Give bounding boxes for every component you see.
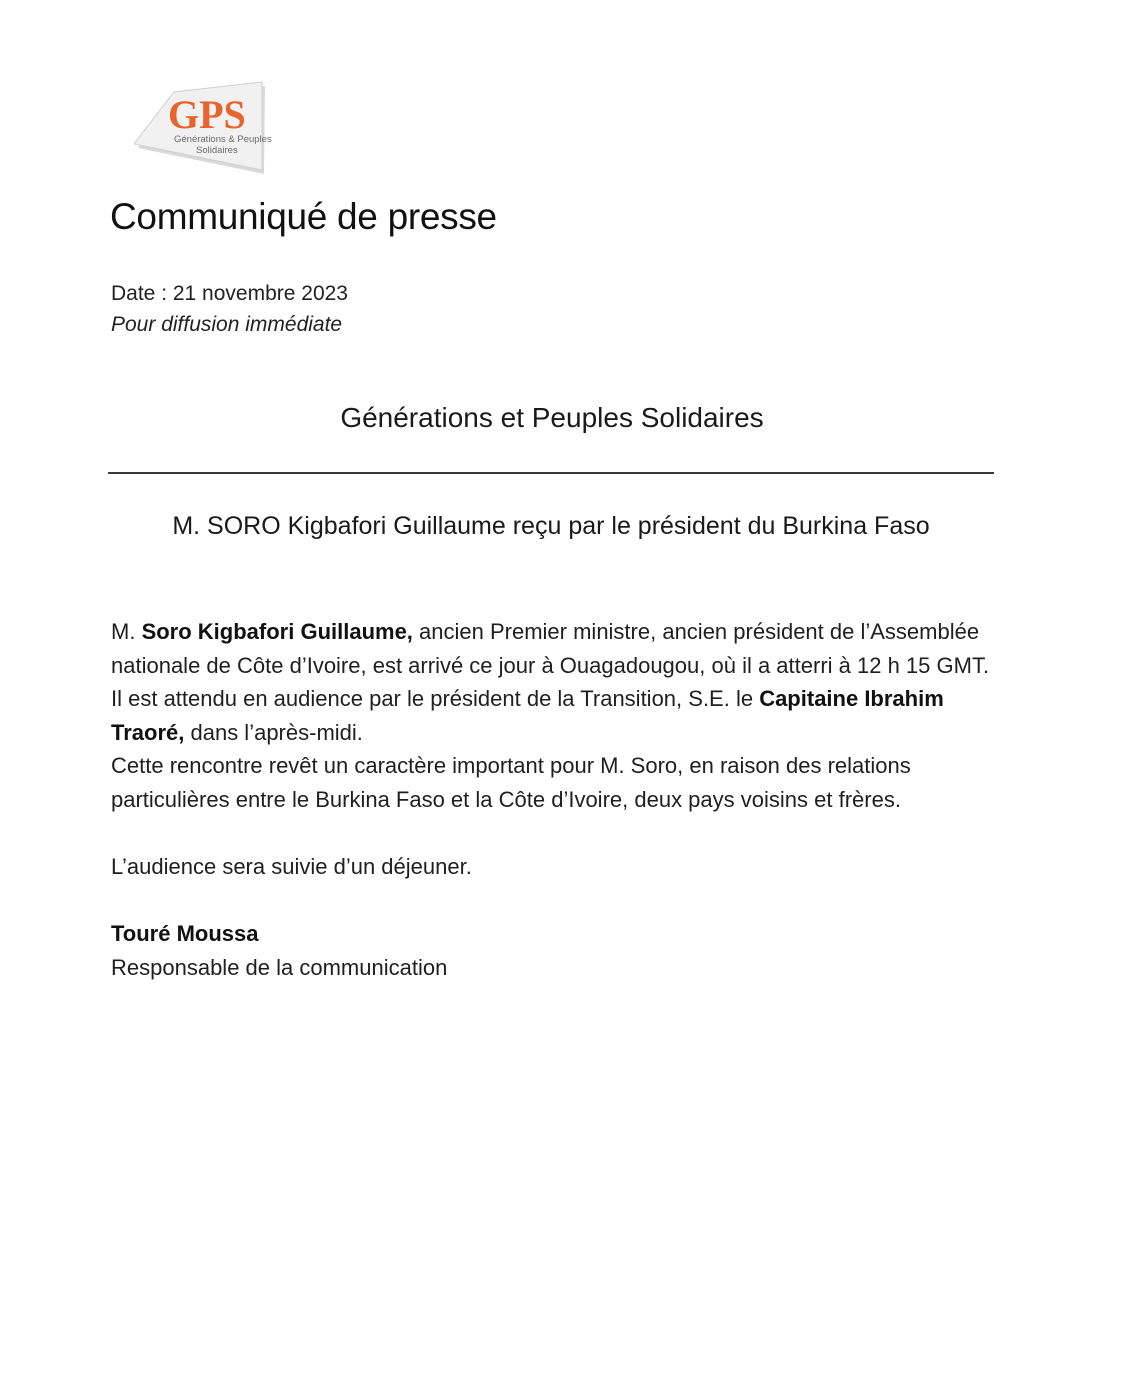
paragraph-arrival-text: ancien Premier ministre, ancien président de l’Assemblée nationale de Côte d’Ivoire, est arrivé ce jour à Ouagadougou, où il a atterri à 12 h 15 GMT.	[111, 619, 990, 678]
paragraph-lunch: L’audience sera suivie d’un déjeuner.	[111, 854, 472, 880]
page-title: Communiqué de presse	[110, 196, 497, 237]
logo-letters: GPS	[168, 92, 246, 137]
spacer	[111, 817, 991, 851]
date-line: Date : 21 novembre 2023	[111, 282, 348, 305]
organization-name: Générations et Peuples Solidaires	[340, 402, 764, 433]
headline: M. SORO Kigbafori Guillaume reçu par le président du Burkina Faso	[172, 512, 930, 540]
gps-logo	[134, 78, 274, 180]
paragraph-audience	[111, 682, 991, 749]
signature-name	[111, 917, 991, 951]
logo-line1: Générations & Peuples	[174, 134, 272, 145]
signature-role: Responsable de la communication	[111, 954, 448, 980]
divider	[108, 472, 994, 474]
press-body	[111, 615, 991, 985]
release-meta	[111, 278, 348, 340]
paragraph-audience-prefix: Il est attendu en audience par le président de la Transition, S.E. le	[111, 686, 760, 712]
gps-logo-mark	[134, 78, 274, 180]
paragraph-importance: Cette rencontre revêt un caractère important pour M. Soro, en raison des relations particulières entre le Burkina Faso et la Côte d’Ivoire, deux pays voisins et frères.	[111, 753, 911, 812]
person-name-soro: Soro Kigbafori Guillaume,	[141, 619, 413, 644]
person-name-traore: Capitaine Ibrahim Traoré,	[111, 686, 944, 745]
release-note: Pour diffusion immédiate	[111, 313, 343, 336]
signature-name-text: Touré Moussa	[111, 921, 259, 947]
logo-line2: Solidaires	[196, 145, 238, 156]
paragraph-audience-text: dans l’après-midi.	[184, 719, 363, 745]
spacer	[111, 884, 991, 918]
paragraph-arrival-prefix: M.	[111, 619, 142, 644]
paragraph-arrival	[111, 615, 991, 682]
